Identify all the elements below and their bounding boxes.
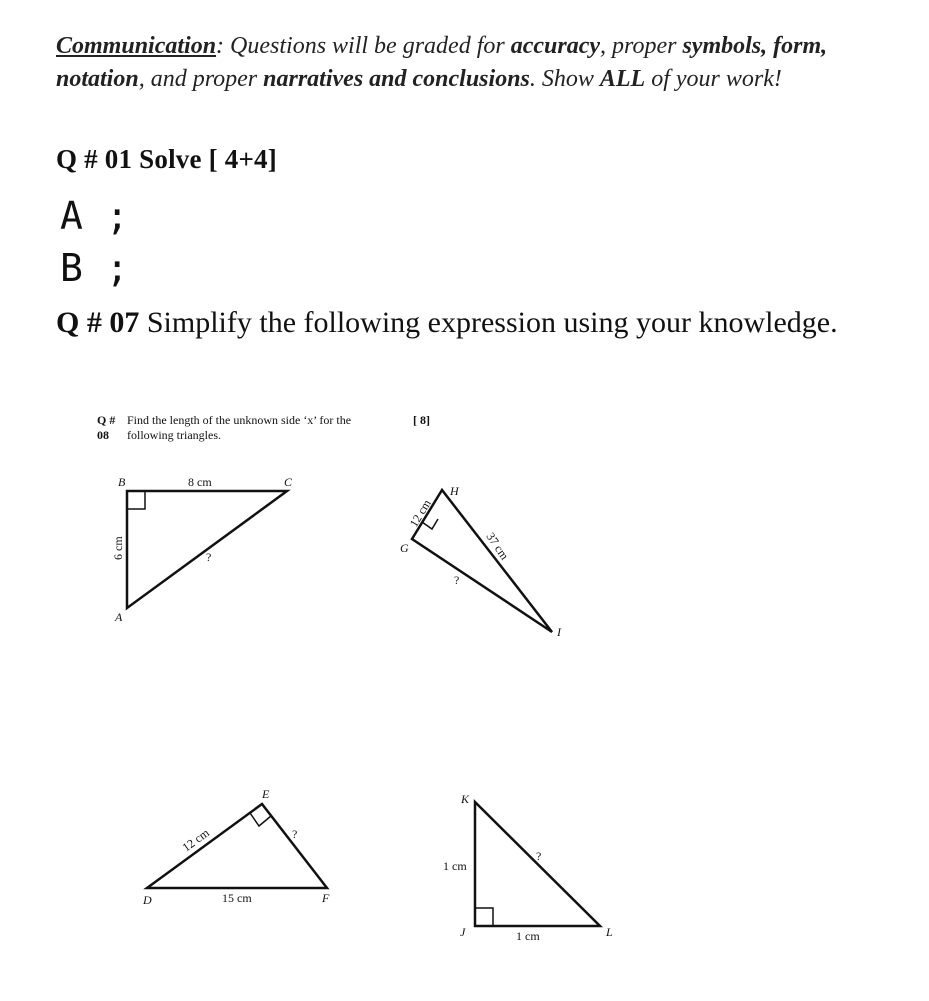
question-1-part-a: A ; [60,194,129,238]
side-kl-unknown: ? [536,849,542,863]
intro-text-4: . Show [529,66,600,92]
question-1-heading: Q # 01 Solve [ 4+4] [56,144,277,174]
vertex-k: K [461,792,470,806]
vertex-g: G [400,541,409,555]
question-8-number-line2: 08 [97,428,109,442]
vertex-e: E [262,787,270,801]
intro-accuracy: accuracy [510,33,600,59]
side-bc-label: 8 cm [188,475,212,489]
intro-text-2: , proper [600,33,683,59]
triangle-ghi [400,484,562,639]
communication-label: Communication [56,33,217,59]
question-7-text: Simplify the following expression using your knowledge. [139,306,838,339]
intro-narratives: narratives and conclusions [263,66,530,92]
intro-text-5: of your work! [645,66,782,92]
side-jl-label: 1 cm [516,929,540,943]
triangle-def-shape [147,804,327,888]
vertex-a: A [115,610,123,624]
triangle-def-right-angle [250,813,271,826]
side-df-label: 15 cm [222,891,252,905]
intro-text-1: : Questions will be graded for [216,33,511,59]
vertex-c: C [284,475,293,489]
triangle-jkl [443,792,613,943]
question-1-part-b: B ; [60,246,129,290]
vertex-f: F [322,891,330,905]
question-8-text: Find the length of the unknown side ‘x’ for the following triangles. [127,413,352,442]
question-8-number-line1: Q # [97,413,116,427]
side-gi-unknown: ? [454,573,460,587]
question-7-number: Q # 07 [56,306,140,339]
vertex-i: I [557,625,561,639]
side-de-label: 12 cm [179,825,212,855]
triangle-jkl-right-angle [475,908,493,926]
intro-text-3: , and proper [138,66,264,92]
vertex-d: D [143,893,152,907]
intro-all: ALL [599,66,646,92]
triangle-abc [111,475,293,624]
side-jk-label: 1 cm [443,859,467,873]
intro-symbols: symbols, form, [682,33,828,59]
question-8-marks: [ 8] [413,413,430,427]
vertex-h: H [450,484,459,498]
side-hi-label: 37 cm [483,529,512,563]
side-ab-label: 6 cm [111,536,125,560]
triangle-ghi-shape [412,490,552,632]
side-gh-label: 12 cm [406,496,434,530]
triangle-abc-right-angle [127,491,145,509]
side-ef-unknown: ? [292,827,298,841]
vertex-l: L [606,925,613,939]
vertex-b: B [118,475,126,489]
triangle-def [142,787,330,907]
intro-notation: notation [56,66,139,92]
vertex-j: J [460,925,466,939]
side-ac-unknown: ? [206,550,212,564]
